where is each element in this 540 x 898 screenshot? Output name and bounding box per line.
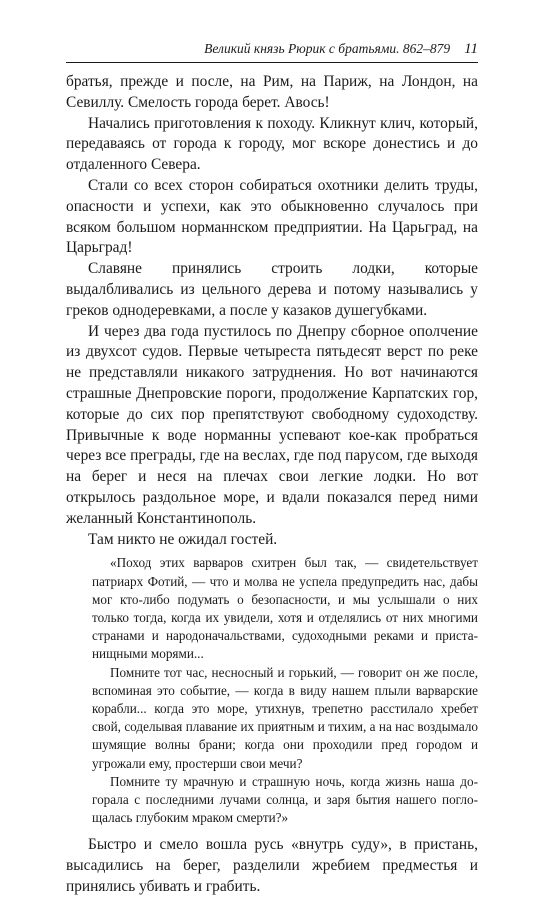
paragraph: Славяне принялись строить лодки, которые выдалбливались из цельного дерева и потому назывались у греков однодеревками, а после у казаков душегубками. <box>66 260 478 319</box>
running-title: Великий князь Рюрик с братьями. 862–879 <box>204 41 451 56</box>
page-body <box>66 72 478 898</box>
quote-paragraph: «Поход этих варваров схитрен был так, — свидетельствует патриарх Фотий, — что и молва не успела предупредить нас, дабы мог кто-либо подумать о безопасности, и мы услышали о них только тогда, когда их увидели, хотя и отделялись от них многими странами и народоначальствами, судоходными реками и пристанищными морями... <box>92 555 478 662</box>
closing-paragraph: Быстро и смело вошла русь «внутрь суду», в пристань, высадились на берег, разделили жребием предместья и принялись убивать и грабить. <box>66 836 478 895</box>
paragraph: Стали со всех сторон собираться охотники делить труды, опасности и успехи, как это обыкновенно случалось при всяком большом норманнском предприятии. На Царьград, на Царьград! <box>66 176 478 257</box>
paragraph: И через два года пустилось по Днепру сборное ополчение из двухсот судов. Первые четыреста пятьдесят верст по реке не представляли никакого затруднения. Но вот начинаются страшные Днепровские пороги, продолжение Карпатских гор, которые до сих пор препятствуют свободному судоходству. Привычные к воде норманны успевают кое-как пробраться через все преграды, где на веслах, где под парусом, где выходя на берег и неся на плечах свои легкие лодки. Но вот открылось раздольное море, и вдали показался перед ними желанный Константинополь. <box>66 322 478 527</box>
block-quote <box>92 554 478 827</box>
paragraph: Там никто не ожидал гостей. <box>88 530 278 548</box>
book-page <box>66 40 478 898</box>
quote-paragraph: Помните ту мрачную и страшную ночь, когда жизнь наша догорала с последними лучами солнца, и заря бытия нашего поглощалась глубоким мраком смерти?» <box>92 773 478 826</box>
quote-paragraph: Помните тот час, несносный и горький, — говорит он же после, вспоминая это событие, — когда в виду нашем плыли варварские корабли... когда это море, утихнув, трепетно расстилало хребет свой, соделывая плавание их приятным и тихим, а на нас воздымало шумящие волны брани; когда они проходили пред городом и угрожали ему, простерши свои мечи? <box>92 664 478 771</box>
page-number: 11 <box>464 41 478 57</box>
running-head <box>66 40 478 63</box>
paragraph: Начались приготовления к походу. Кликнут клич, который, передаваясь от города к городу, мог вскоре донестись и до отдаленного Севера. <box>66 114 478 174</box>
paragraph-continued: братья, прежде и после, на Рим, на Париж, на Лондон, на Севиллу. Смелость города берет. Авось! <box>66 73 478 111</box>
